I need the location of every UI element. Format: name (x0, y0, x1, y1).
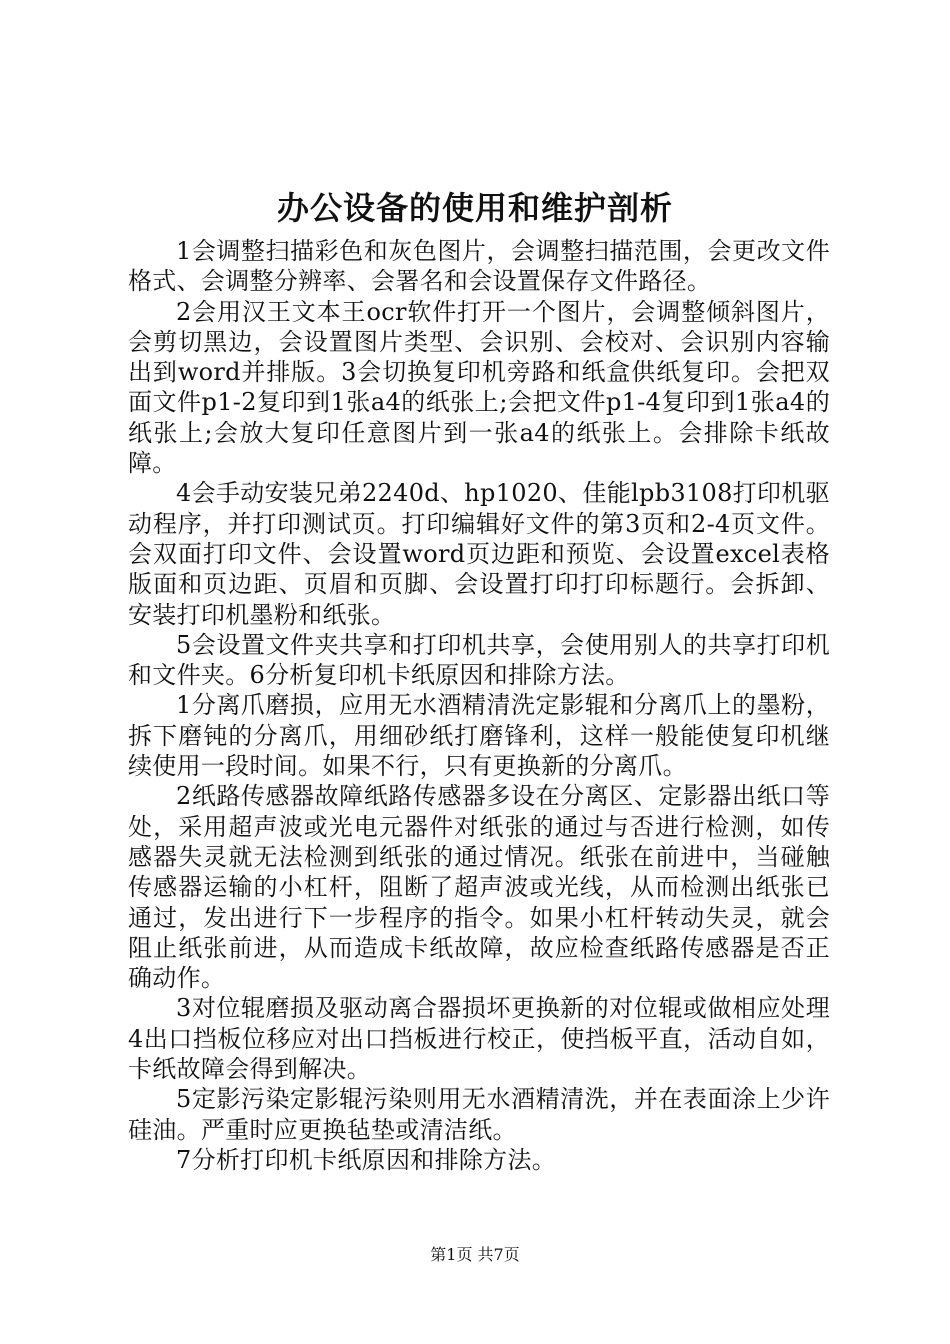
paragraph: 5会设置文件夹共享和打印机共享，会使用别人的共享打印机和文件夹。6分析复印机卡纸原因和排除方法。 (128, 630, 830, 690)
page-title: 办公设备的使用和维护剖析 (276, 189, 673, 227)
paragraph: 4会手动安装兄弟2240d、hp1020、佳能lpb3108打印机驱动程序，并打印测试页。打印编辑好文件的第3页和2-4页文件。会双面打印文件、会设置word页边距和预览、会设置excel表格版面和页边距、页眉和页脚、会设置打印打印标题行。会拆卸、安装打印机墨粉和纸张。 (128, 479, 830, 629)
paragraph: 2纸路传感器故障纸路传感器多设在分离区、定影器出纸口等处，采用超声波或光电元器件对纸张的通过与否进行检测，如传感器失灵就无法检测到纸张的通过情况。纸张在前进中，当碰触传感器运输的小杠杆，阻断了超声波或光线，从而检测出纸张已通过，发出进行下一步程序的指令。如果小杠杆转动失灵，就会阻止纸张前进，从而造成卡纸故障，故应检查纸路传感器是否正确动作。 (128, 782, 830, 993)
paragraph: 5定影污染定影辊污染则用无水酒精清洗，并在表面涂上少许硅油。严重时应更换毡垫或清洁纸。 (128, 1085, 830, 1144)
paragraph: 7分析打印机卡纸原因和排除方法。 (176, 1145, 557, 1174)
paragraph: 3对位辊磨损及驱动离合器损坏更换新的对位辊或做相应处理4出口挡板位移应对出口挡板进行校正，使挡板平直，活动自如，卡纸故障会得到解决。 (128, 994, 830, 1084)
paragraph: 1分离爪磨损，应用无水酒精清洗定影辊和分离爪上的墨粉，拆下磨钝的分离爪，用细砂纸打磨锋利，这样一般能使复印机继续使用一段时间。如果不行，只有更换新的分离爪。 (128, 691, 830, 781)
page-footer: 第1页 共7页 (430, 1245, 520, 1264)
paragraph: 2会用汉王文本王ocr软件打开一个图片，会调整倾斜图片，会剪切黑边，会设置图片类型、会识别、会校对、会识别内容输出到word并排版。3会切换复印机旁路和纸盒供纸复印。会把双面文件p1-2复印到1张a4的纸张上;会把文件p1-4复印到1张a4的纸张上;会放大复印任意图片到一张a4的纸张上。会排除卡纸故障。 (128, 297, 830, 478)
document-body (128, 236, 830, 1175)
paragraph: 1会调整扫描彩色和灰色图片，会调整扫描范围，会更改文件格式、会调整分辨率、会署名和会设置保存文件路径。 (128, 237, 830, 296)
